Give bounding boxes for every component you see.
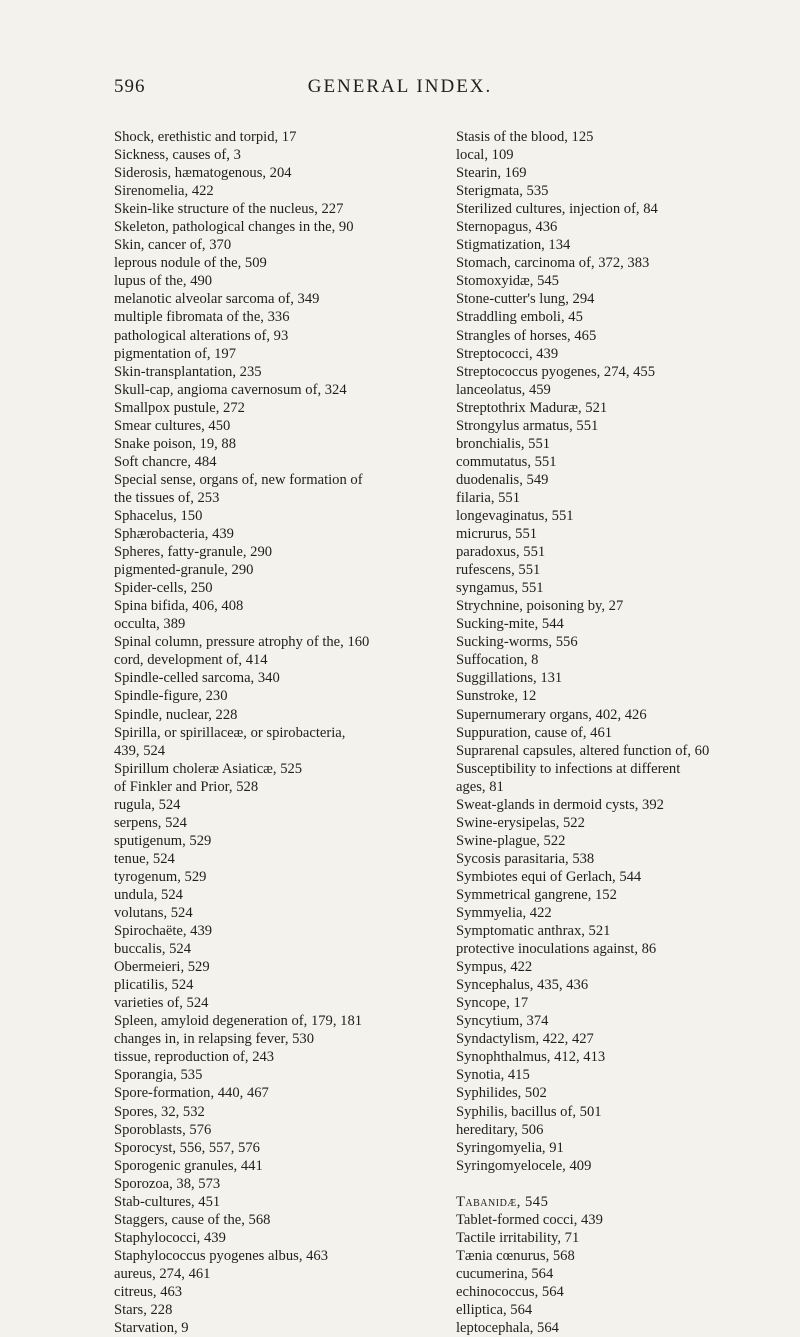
index-entry: Spindle, nuclear, 228 bbox=[114, 706, 238, 723]
index-entry: Swine-erysipelas, 522 bbox=[456, 814, 585, 831]
index-entry: Sporozoa, 38, 573 bbox=[114, 1175, 221, 1192]
index-entry: Sirenomelia, 422 bbox=[114, 183, 214, 200]
index-subentry: serpens, 524 bbox=[114, 814, 187, 831]
index-subentry: pathological alterations of, 93 bbox=[114, 327, 289, 344]
index-subentry: commutatus, 551 bbox=[456, 453, 557, 470]
index-entry: Sterigmata, 535 bbox=[456, 183, 549, 200]
index-entry: Strongylus armatus, 551 bbox=[456, 417, 599, 434]
index-entry: Syndactylism, 422, 427 bbox=[456, 1031, 594, 1048]
index-entry: Stearin, 169 bbox=[456, 165, 527, 182]
index-entry: Susceptibility to infections at different bbox=[456, 760, 681, 777]
index-entry: Sterilized cultures, injection of, 84 bbox=[456, 201, 658, 218]
running-head: GENERAL INDEX. bbox=[307, 76, 493, 97]
index-entry: Symmyelia, 422 bbox=[456, 905, 552, 922]
index-subentry: varieties of, 524 bbox=[114, 995, 209, 1012]
index-subentry: melanotic alveolar sarcoma of, 349 bbox=[114, 291, 320, 308]
index-entry: Tænia cœnurus, 568 bbox=[456, 1247, 575, 1264]
index-subentry: Obermeieri, 529 bbox=[114, 959, 210, 976]
index-subentry: leptocephala, 564 bbox=[456, 1320, 559, 1337]
index-entry: Streptothrix Maduræ, 521 bbox=[456, 399, 608, 416]
index-subentry: undula, 524 bbox=[114, 886, 183, 903]
index-entry: Stars, 228 bbox=[114, 1302, 173, 1319]
index-entry: Spirochaëte, 439 bbox=[114, 923, 213, 940]
index-subentry: leprous nodule of the, 509 bbox=[114, 255, 267, 272]
index-subentry: local, 109 bbox=[456, 147, 514, 164]
index-entry: Skein-like structure of the nucleus, 227 bbox=[114, 201, 344, 218]
index-entry: Sweat-glands in dermoid cysts, 392 bbox=[456, 796, 664, 813]
index-entry: Staphylococcus pyogenes albus, 463 bbox=[114, 1247, 329, 1264]
index-entry: Syringomyelocele, 409 bbox=[456, 1157, 592, 1174]
index-subentry: cord, development of, 414 bbox=[114, 652, 268, 669]
index-entry: Smear cultures, 450 bbox=[114, 417, 231, 434]
index-subentry: pigmented-granule, 290 bbox=[114, 562, 254, 579]
index-subentry: 439, 524 bbox=[114, 742, 166, 759]
index-entry: Stab-cultures, 451 bbox=[114, 1193, 221, 1210]
index-entry: Skin, cancer of, 370 bbox=[114, 237, 232, 254]
index-entry: Syncephalus, 435, 436 bbox=[456, 977, 589, 994]
index-subentry: duodenalis, 549 bbox=[456, 471, 549, 488]
index-entry: Sycosis parasitaria, 538 bbox=[456, 850, 595, 867]
index-entry: Skeleton, pathological changes in the, 90 bbox=[114, 219, 354, 236]
index-entry: Suppuration, cause of, 461 bbox=[456, 724, 613, 741]
index-entry: Synotia, 415 bbox=[456, 1067, 530, 1084]
index-entry: Straddling emboli, 45 bbox=[456, 309, 583, 326]
index-subentry: citreus, 463 bbox=[114, 1284, 183, 1300]
index-entry: Siderosis, hæmatogenous, 204 bbox=[114, 165, 292, 182]
index-entry: Symbiotes equi of Gerlach, 544 bbox=[456, 868, 642, 885]
index-entry: Suffocation, 8 bbox=[456, 652, 539, 669]
index-subentry: bronchialis, 551 bbox=[456, 435, 551, 452]
index-entry: Spina bifida, 406, 408 bbox=[114, 598, 244, 615]
index-entry: Snake poison, 19, 88 bbox=[114, 435, 237, 452]
page-header bbox=[114, 76, 686, 106]
index-entry: Sickness, causes of, 3 bbox=[114, 147, 241, 164]
index-entry: Syphilides, 502 bbox=[456, 1085, 547, 1102]
index-subentry: lupus of the, 490 bbox=[114, 273, 213, 290]
index-subentry: lanceolatus, 459 bbox=[456, 381, 551, 398]
index-subentry: ages, 81 bbox=[456, 778, 504, 795]
index-column-right bbox=[456, 128, 788, 1337]
index-entry: Spleen, amyloid degeneration of, 179, 181 bbox=[114, 1013, 363, 1030]
index-subentry: of Finkler and Prior, 528 bbox=[114, 778, 259, 795]
index-entry: Spores, 32, 532 bbox=[114, 1103, 205, 1120]
index-entry: Sucking-mite, 544 bbox=[456, 616, 564, 633]
index-subentry: occulta, 389 bbox=[114, 616, 186, 633]
index-subentry: filaria, 551 bbox=[456, 489, 521, 506]
index-subentry: tyrogenum, 529 bbox=[114, 868, 207, 885]
index-subentry: tenue, 524 bbox=[114, 850, 175, 867]
index-entry: Syphilis, bacillus of, 501 bbox=[456, 1103, 602, 1120]
index-subentry: plicatilis, 524 bbox=[114, 977, 194, 994]
index-entry: Sunstroke, 12 bbox=[456, 688, 537, 705]
index-entry: Starvation, 9 bbox=[114, 1320, 189, 1337]
index-entry: Synophthalmus, 412, 413 bbox=[456, 1049, 606, 1066]
index-subentry: pigmentation of, 197 bbox=[114, 345, 237, 362]
index-entry: Skull-cap, angioma cavernosum of, 324 bbox=[114, 381, 347, 398]
index-entry: Sporangia, 535 bbox=[114, 1067, 203, 1084]
index-entry: Spore-formation, 440, 467 bbox=[114, 1085, 269, 1102]
index-entry: Supernumerary organs, 402, 426 bbox=[456, 706, 647, 723]
index-entry: Suggillations, 131 bbox=[456, 670, 563, 687]
index-subentry: echinococcus, 564 bbox=[456, 1283, 564, 1300]
index-entry: Smallpox pustule, 272 bbox=[114, 399, 245, 416]
index-entry: Spindle-figure, 230 bbox=[114, 688, 228, 705]
index-entry: Stigmatization, 134 bbox=[456, 237, 571, 254]
index-entry: Tabanidæ, 545 bbox=[456, 1193, 549, 1210]
index-entry: Strychnine, poisoning by, 27 bbox=[456, 598, 624, 615]
index-entry: Streptococci, 439 bbox=[456, 345, 559, 362]
index-subentry: protective inoculations against, 86 bbox=[456, 941, 657, 958]
index-entry: Syringomyelia, 91 bbox=[456, 1139, 564, 1156]
index-entry: Swine-plague, 522 bbox=[456, 832, 566, 849]
index-entry: Stomach, carcinoma of, 372, 383 bbox=[456, 255, 650, 272]
index-entry: Sphærobacteria, 439 bbox=[114, 526, 234, 543]
index-entry: Sternopagus, 436 bbox=[456, 219, 558, 236]
section-gap bbox=[456, 1175, 788, 1193]
index-entry: Staggers, cause of the, 568 bbox=[114, 1211, 271, 1228]
index-entry: Spirilla, or spirillaceæ, or spirobacteria, bbox=[114, 724, 346, 741]
index-subentry: tissue, reproduction of, 243 bbox=[114, 1049, 275, 1066]
index-entry: Special sense, organs of, new formation of bbox=[114, 471, 363, 488]
index-entry: Spider-cells, 250 bbox=[114, 580, 213, 597]
index-subentry: longevaginatus, 551 bbox=[456, 507, 574, 524]
index-subentry: micrurus, 551 bbox=[456, 526, 538, 543]
index-entry: Sporoblasts, 576 bbox=[114, 1121, 212, 1138]
index-entry: Strangles of horses, 465 bbox=[456, 327, 597, 344]
index-subentry: changes in, in relapsing fever, 530 bbox=[114, 1031, 315, 1048]
index-subentry: multiple fibromata of the, 336 bbox=[114, 309, 290, 326]
index-entry: Staphylococci, 439 bbox=[114, 1229, 226, 1246]
index-entry: Sympus, 422 bbox=[456, 959, 533, 976]
index-column-left bbox=[114, 128, 436, 1337]
index-entry: Sucking-worms, 556 bbox=[456, 634, 578, 651]
index-entry: Sporocyst, 556, 557, 576 bbox=[114, 1139, 260, 1156]
index-subentry: paradoxus, 551 bbox=[456, 544, 546, 561]
index-entry: Stone-cutter's lung, 294 bbox=[456, 291, 595, 308]
index-entry: Stomoxyidæ, 545 bbox=[456, 273, 559, 290]
index-entry: Spindle-celled sarcoma, 340 bbox=[114, 670, 280, 687]
index-entry: Suprarenal capsules, altered function of, 60 bbox=[456, 742, 710, 759]
index-subentry: cucumerina, 564 bbox=[456, 1265, 554, 1282]
index-entry: Stasis of the blood, 125 bbox=[456, 129, 594, 145]
index-subentry: the tissues of, 253 bbox=[114, 489, 220, 506]
index-entry: Syncytium, 374 bbox=[456, 1013, 549, 1030]
index-subentry: hereditary, 506 bbox=[456, 1121, 544, 1138]
index-subentry: rugula, 524 bbox=[114, 796, 181, 813]
index-entry: Shock, erethistic and torpid, 17 bbox=[114, 129, 297, 145]
index-entry: Tablet-formed cocci, 439 bbox=[456, 1211, 603, 1228]
index-subentry: rufescens, 551 bbox=[456, 562, 541, 579]
index-entry: Syncope, 17 bbox=[456, 995, 529, 1012]
index-entry: Tactile irritability, 71 bbox=[456, 1229, 580, 1246]
index-subentry: sputigenum, 529 bbox=[114, 832, 212, 849]
index-subentry: syngamus, 551 bbox=[456, 580, 544, 597]
index-entry: Spinal column, pressure atrophy of the, 160 bbox=[114, 634, 370, 651]
index-entry: Streptococcus pyogenes, 274, 455 bbox=[456, 363, 656, 380]
index-entry: Symptomatic anthrax, 521 bbox=[456, 923, 611, 940]
index-entry: Spheres, fatty-granule, 290 bbox=[114, 544, 273, 561]
page-number: 596 bbox=[114, 76, 146, 97]
index-subentry: buccalis, 524 bbox=[114, 941, 192, 958]
index-subentry: volutans, 524 bbox=[114, 905, 193, 922]
index-subentry: aureus, 274, 461 bbox=[114, 1265, 211, 1282]
index-entry: Spirillum choleræ Asiaticæ, 525 bbox=[114, 760, 303, 777]
index-entry: Symmetrical gangrene, 152 bbox=[456, 886, 617, 903]
index-entry: Sporogenic granules, 441 bbox=[114, 1157, 263, 1174]
index-entry: Soft chancre, 484 bbox=[114, 453, 217, 470]
index-subentry: elliptica, 564 bbox=[456, 1302, 533, 1318]
index-entry: Sphacelus, 150 bbox=[114, 507, 203, 524]
index-entry: Skin-transplantation, 235 bbox=[114, 363, 262, 380]
